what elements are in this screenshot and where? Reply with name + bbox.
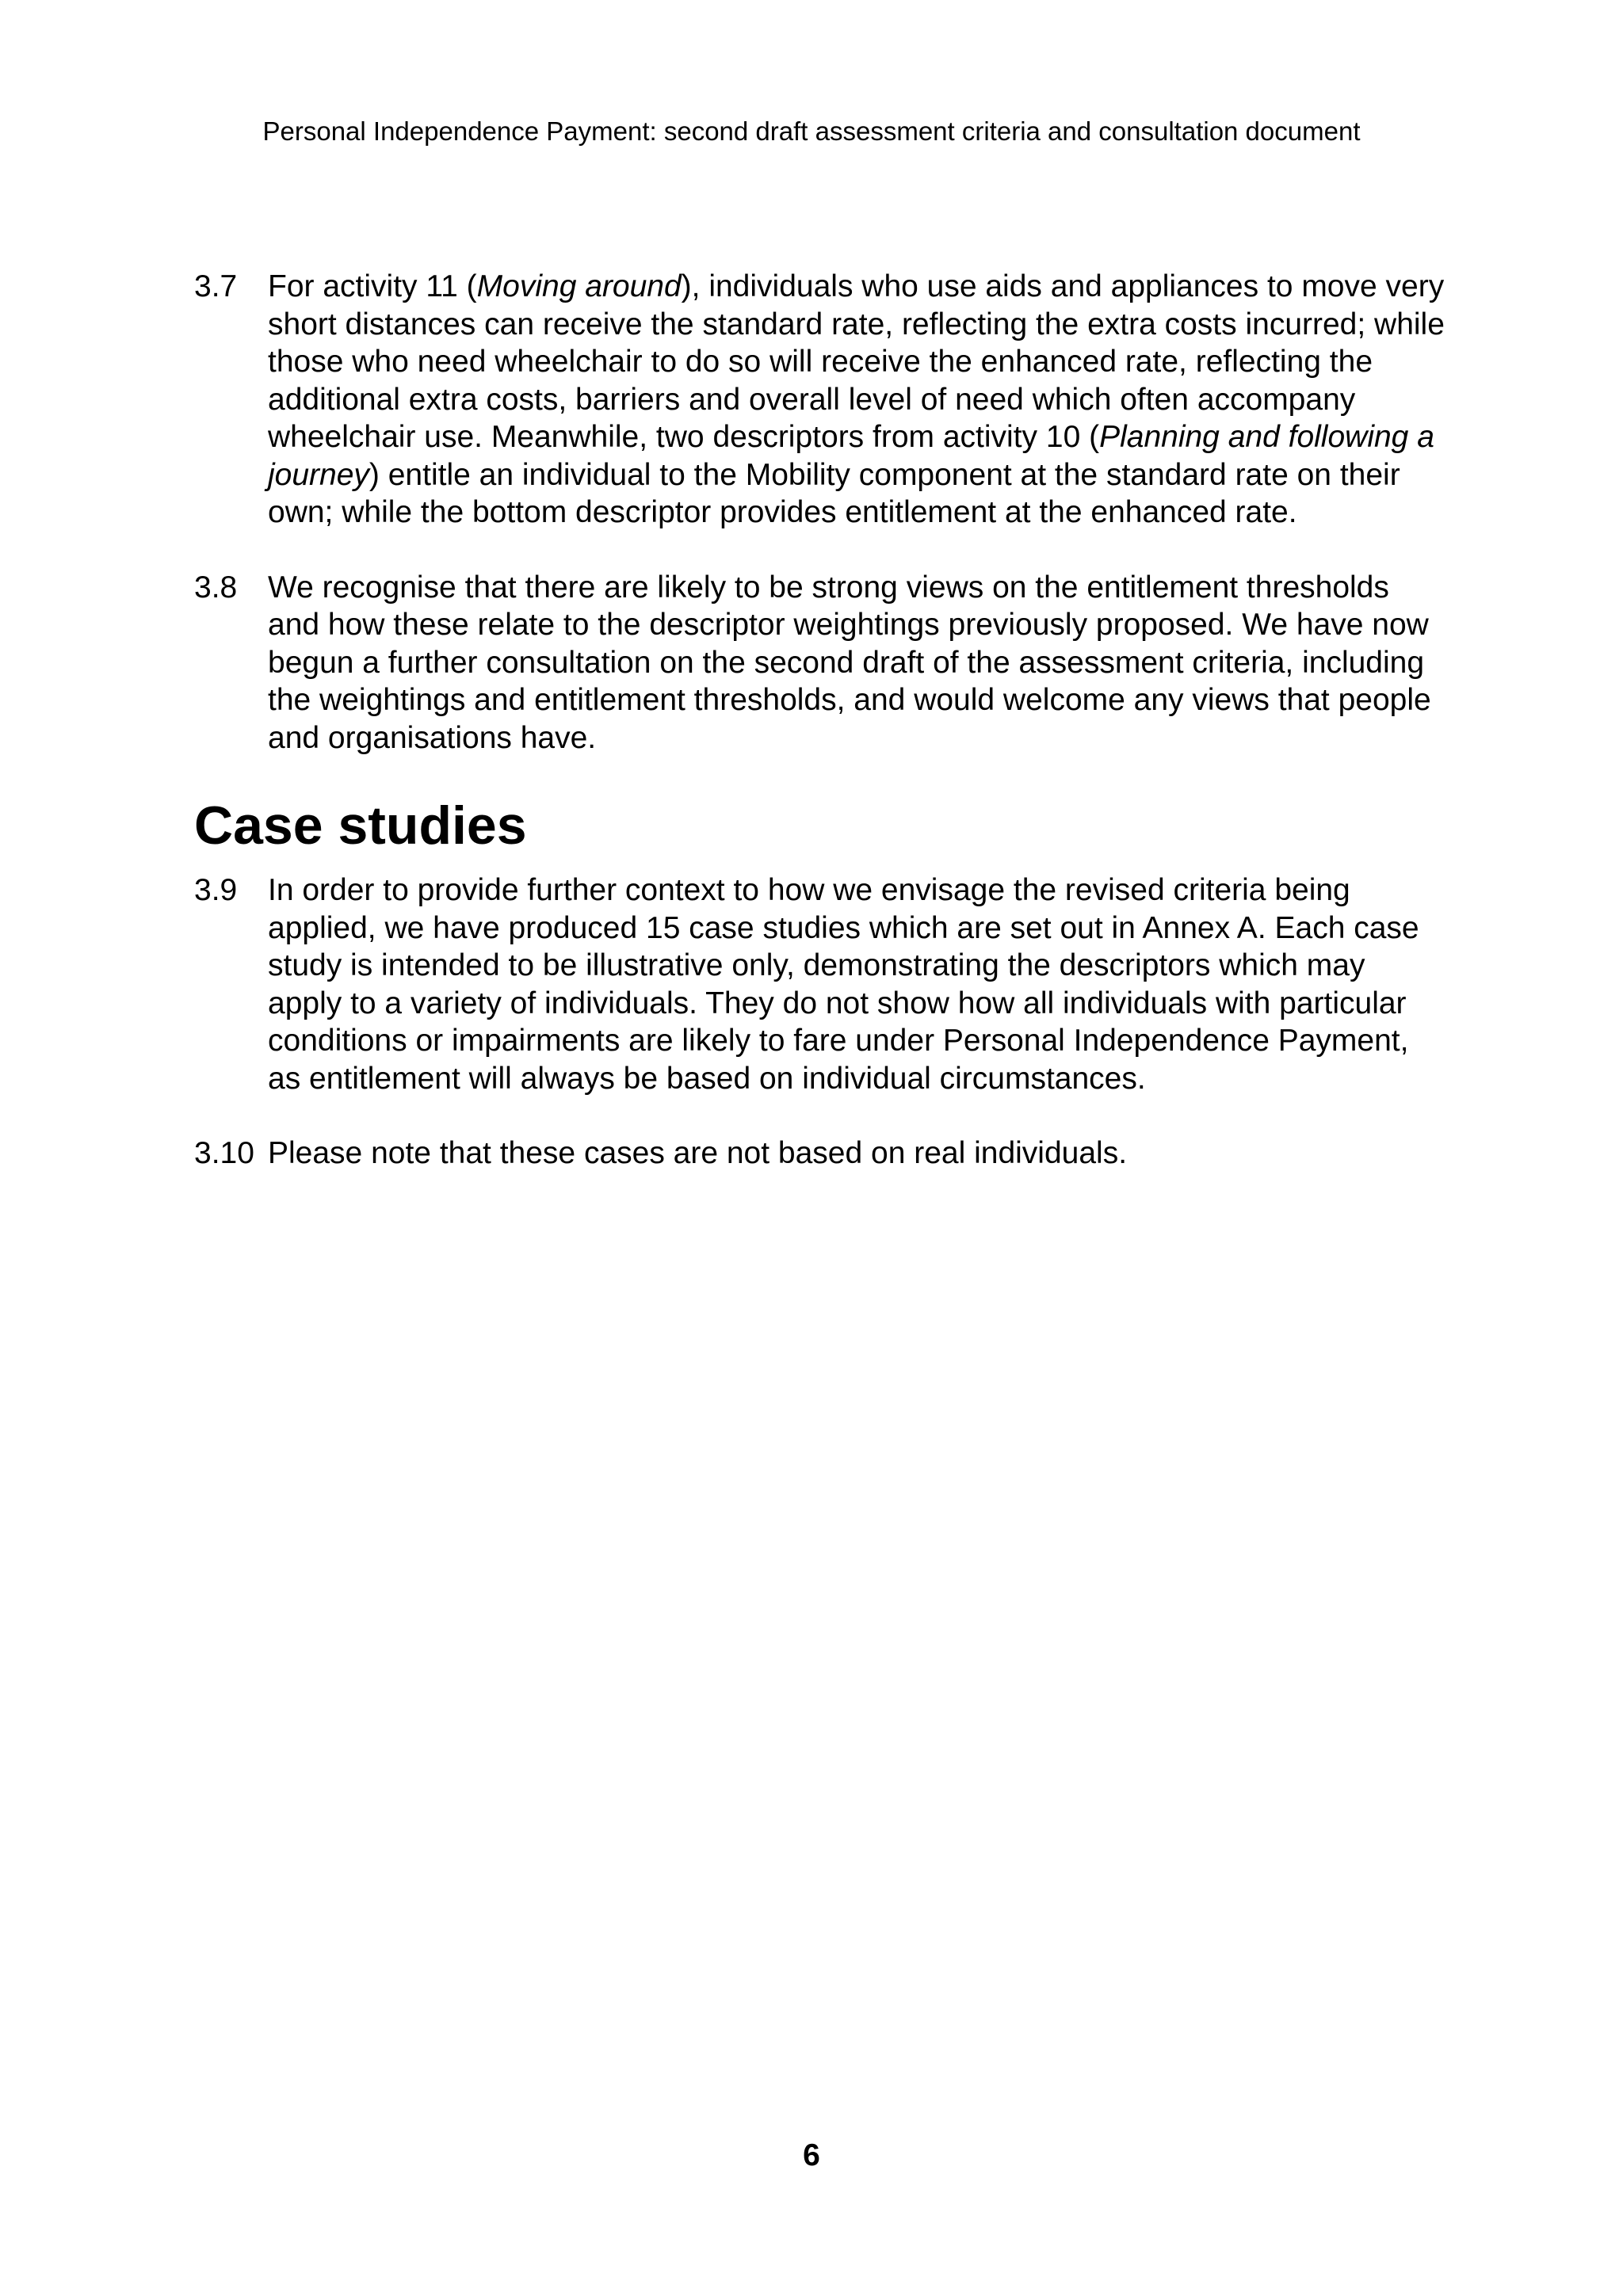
- paragraph-3-9: [194, 871, 1446, 1097]
- document-body: [194, 268, 1446, 1210]
- paragraph-3-10: [194, 1135, 1446, 1173]
- text-run: ) entitle an individual to the Mobility component at the standard rate on their own; while the bottom descriptor provides entitlement at the enhanced rate.: [268, 457, 1400, 529]
- page-number: 6: [803, 2138, 820, 2172]
- section-heading-case-studies: Case studies: [194, 795, 527, 856]
- paragraph-text: [268, 268, 1446, 532]
- paragraph-number: 3.8: [194, 570, 238, 605]
- paragraph-number: 3.10: [194, 1136, 254, 1170]
- paragraph-3-7: [194, 268, 1446, 532]
- paragraph-text: We recognise that there are likely to be strong views on the entitlement thresholds and how these relate to the descriptor weightings previously proposed. We have now begun a further consultation on the second draft of the assessment criteria, including the weightings and entitlement thresholds, and would welcome any views that people and organisations have.: [268, 570, 1431, 755]
- activity-name-planning-journey: Planning and following a journey: [268, 420, 1434, 492]
- paragraph-number: 3.9: [194, 873, 238, 907]
- text-run: For activity 11 (: [268, 269, 477, 303]
- paragraph-3-8: [194, 569, 1446, 757]
- running-header: Personal Independence Payment: second draft assessment criteria and consultation document: [262, 116, 1361, 146]
- paragraph-number: 3.7: [194, 269, 238, 303]
- activity-name-moving-around: Moving around: [476, 269, 682, 303]
- text-run: ), individuals who use aids and appliances to move very short distances can receive the standard rate, reflecting the extra costs incurred; while those who need wheelchair to do so will receive the enhanced rate, reflecting the additional extra costs, barriers and overall level of need which often accompany wheelchair use. Meanwhile, two descriptors from activity 10 (: [268, 269, 1445, 454]
- paragraph-text: Please note that these cases are not based on real individuals.: [268, 1136, 1128, 1170]
- paragraph-text: In order to provide further context to how we envisage the revised criteria being applied, we have produced 15 case studies which are set out in Annex A. Each case study is intended to be illustrative only, demonstrating the descriptors which may apply to a variety of individuals. They do not show how all individuals with particular conditions or impairments are likely to fare under Personal Independence Payment, as entitlement will always be based on individual circumstances.: [268, 873, 1419, 1096]
